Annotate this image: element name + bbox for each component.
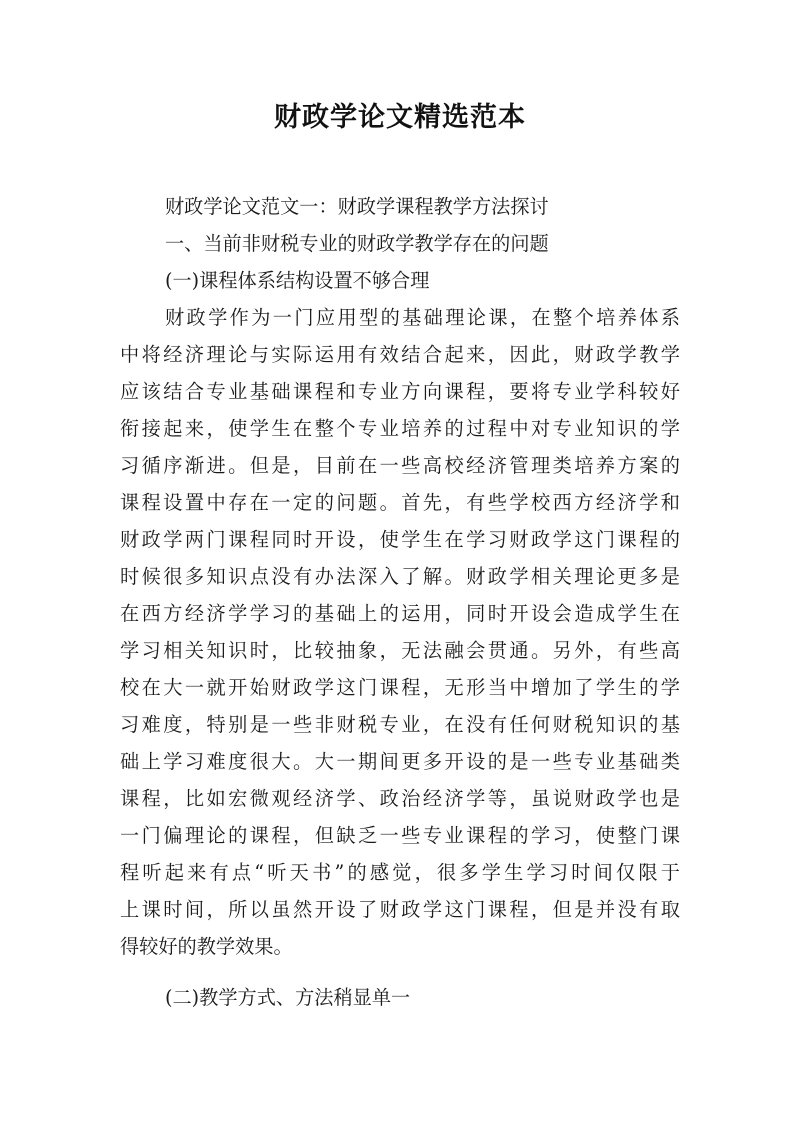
paragraph-line: 在西方经济学学习的基础上的运用，同时开设会造成学生在 bbox=[120, 602, 680, 625]
paragraph-line: 财政学两门课程同时开设，使学生在学习财政学这门课程的 bbox=[120, 528, 680, 551]
document-title: 财政学论文精选范本 bbox=[274, 102, 526, 133]
section-heading: 一、当前非财税专业的财政学教学存在的问题 bbox=[165, 232, 549, 255]
paragraph-line: 衔接起来，使学生在整个专业培养的过程中对专业知识的学 bbox=[120, 417, 680, 440]
article-subtitle: 财政学论文范文一：财政学课程教学方法探讨 bbox=[165, 195, 549, 218]
paragraph-line: 财政学作为一门应用型的基础理论课，在整个培养体系 bbox=[165, 306, 680, 329]
paragraph-line: 校在大一就开始财政学这门课程，无形当中增加了学生的学 bbox=[120, 676, 680, 699]
paragraph-line: 程听起来有点“听天书”的感觉，很多学生学习时间仅限于 bbox=[120, 861, 680, 884]
subsection-heading-1: (一)课程体系结构设置不够合理 bbox=[165, 269, 430, 292]
paragraph-line: 学习相关知识时，比较抽象，无法融会贯通。另外，有些高 bbox=[120, 639, 680, 662]
subsection-heading-2: (二)教学方式、方法稍显单一 bbox=[165, 986, 411, 1009]
paragraph-line: 习循序渐进。但是，目前在一些高校经济管理类培养方案的 bbox=[120, 454, 680, 477]
paragraph-line: 习难度，特别是一些非财税专业，在没有任何财税知识的基 bbox=[120, 713, 680, 736]
paragraph-line: 应该结合专业基础课程和专业方向课程，要将专业学科较好 bbox=[120, 380, 680, 403]
paragraph-line: 础上学习难度很大。大一期间更多开设的是一些专业基础类 bbox=[120, 750, 680, 773]
paragraph-line: 得较好的教学效果。 bbox=[120, 935, 293, 958]
paragraph-line: 上课时间，所以虽然开设了财政学这门课程，但是并没有取 bbox=[120, 898, 680, 921]
paragraph-line: 课程，比如宏微观经济学、政治经济学等，虽说财政学也是 bbox=[120, 787, 680, 810]
paragraph-line: 时候很多知识点没有办法深入了解。财政学相关理论更多是 bbox=[120, 565, 680, 588]
paragraph-line: 一门偏理论的课程，但缺乏一些专业课程的学习，使整门课 bbox=[120, 824, 680, 847]
paragraph-line: 中将经济理论与实际运用有效结合起来，因此，财政学教学 bbox=[120, 343, 680, 366]
paragraph-line: 课程设置中存在一定的问题。首先，有些学校西方经济学和 bbox=[120, 491, 680, 514]
